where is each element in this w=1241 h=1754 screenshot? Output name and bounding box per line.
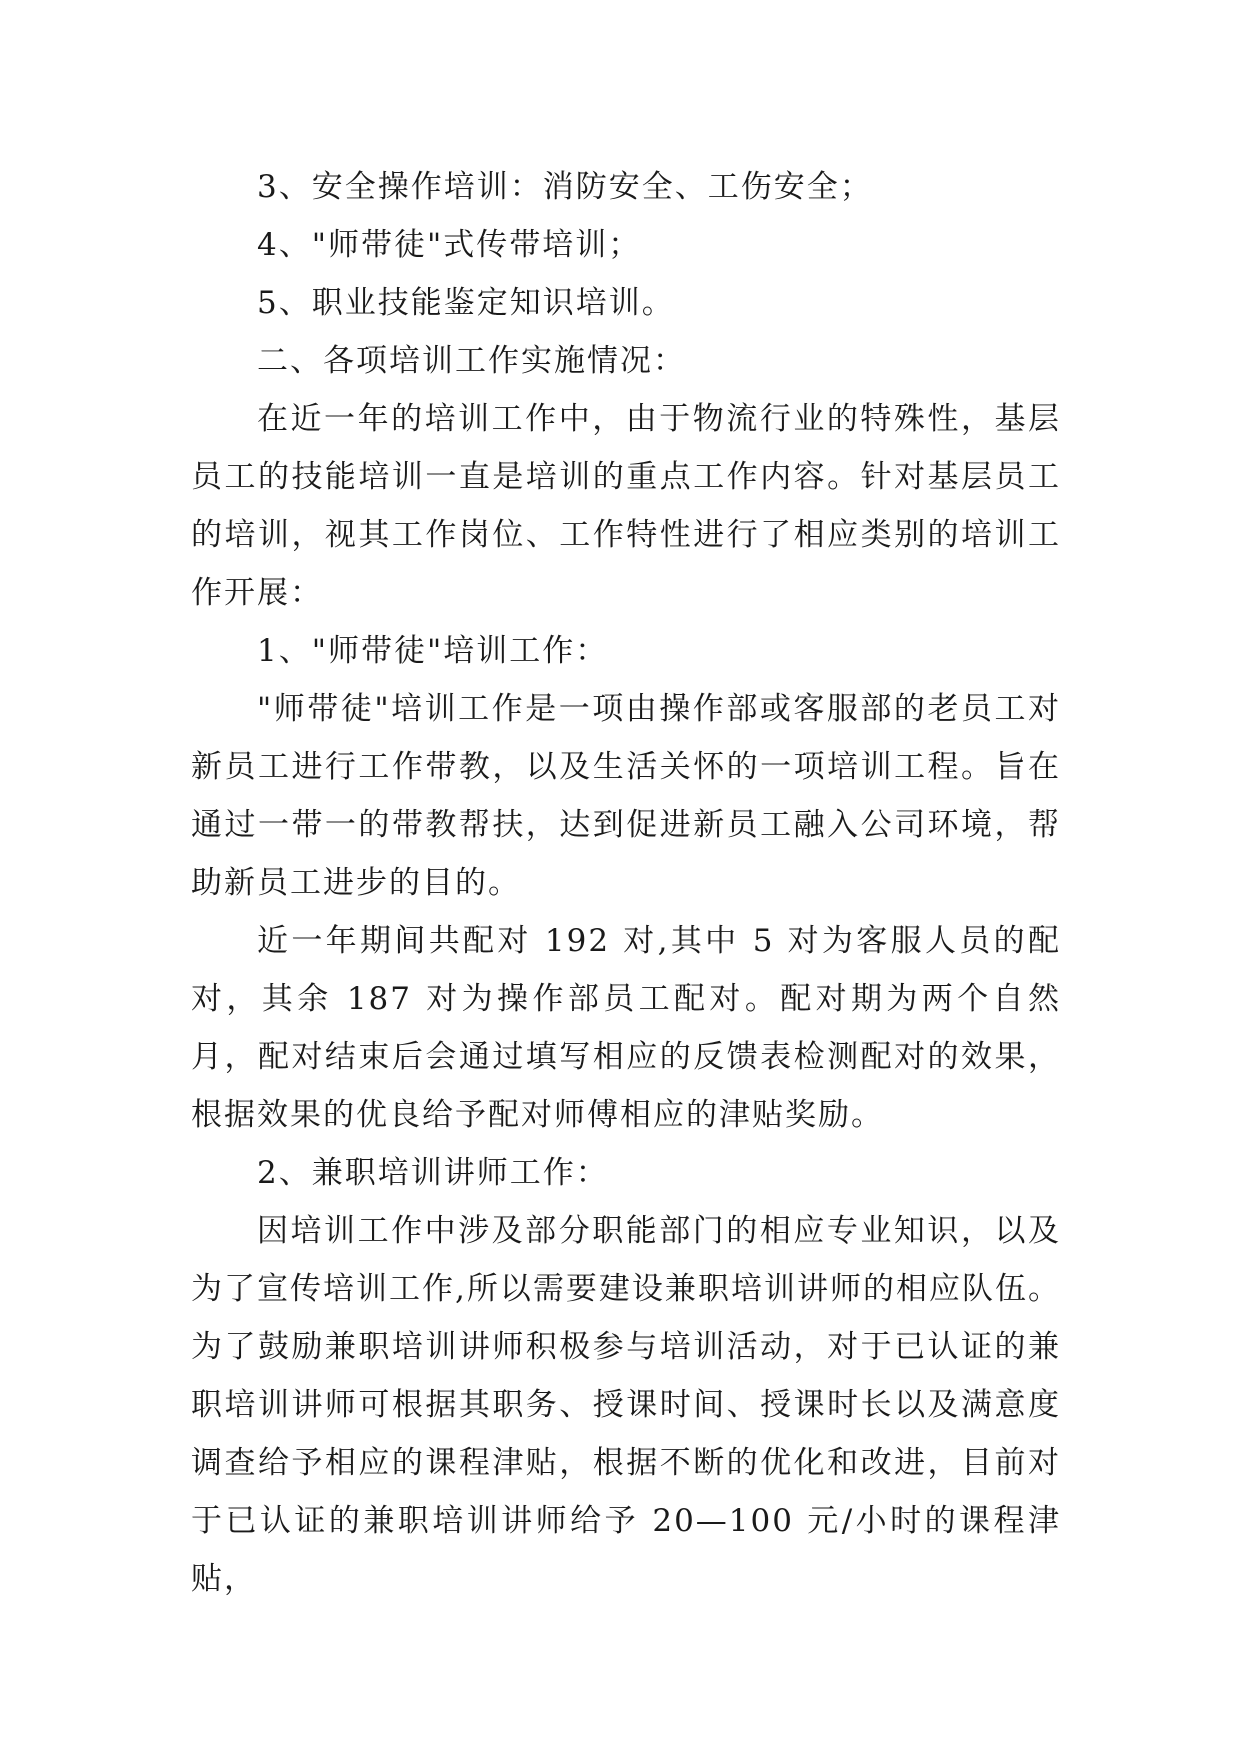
paragraph-safety-training: 3、安全操作培训：消防安全、工伤安全； <box>257 169 873 205</box>
paragraph-mentor-training: 4、"师带徒"式传带培训； <box>257 227 642 263</box>
paragraph-frontline-training: 在近一年的培训工作中，由于物流行业的特殊性，基层员工的技能培训一直是培训的重点工作内容。针对基层员工的培训，视其工作岗位、工作特性进行了相应类别的培训工作开展： <box>191 401 1061 611</box>
paragraph-skill-certification: 5、职业技能鉴定知识培训。 <box>257 285 675 321</box>
paragraph-part-time-trainers: 因培训工作中涉及部分职能部门的相应专业知识，以及为了宣传培训工作,所以需要建设兼职培训讲师的相应队伍。为了鼓励兼职培训讲师积极参与培训活动，对于已认证的兼职培训讲师可根据其职务、授课时间、授课时长以及满意度调查给予相应的课程津贴，根据不断的优化和改进，目前对于已认证的兼职培训讲师给予 20—100 元/小时的课程津贴， <box>191 1213 1061 1597</box>
paragraph-mentor-pairing-stats: 近一年期间共配对 192 对,其中 5 对为客服人员的配对，其余 187 对为操作部员工配对。配对期为两个自然月，配对结束后会通过填写相应的反馈表检测配对的效果，根据效果的优良给予配对师傅相应的津贴奖励。 <box>191 923 1061 1133</box>
paragraph-mentor-description: "师带徒"培训工作是一项由操作部或客服部的老员工对新员工进行工作带教，以及生活关怀的一项培训工程。旨在通过一带一的带教帮扶，达到促进新员工融入公司环境，帮助新员工进步的目的。 <box>191 691 1061 901</box>
subheading-part-time-trainers: 2、兼职培训讲师工作： <box>257 1155 609 1191</box>
subheading-mentor-program: 1、"师带徒"培训工作： <box>257 633 609 669</box>
section-heading-implementation: 二、各项培训工作实施情况： <box>257 343 686 379</box>
document-body <box>191 158 1061 1608</box>
